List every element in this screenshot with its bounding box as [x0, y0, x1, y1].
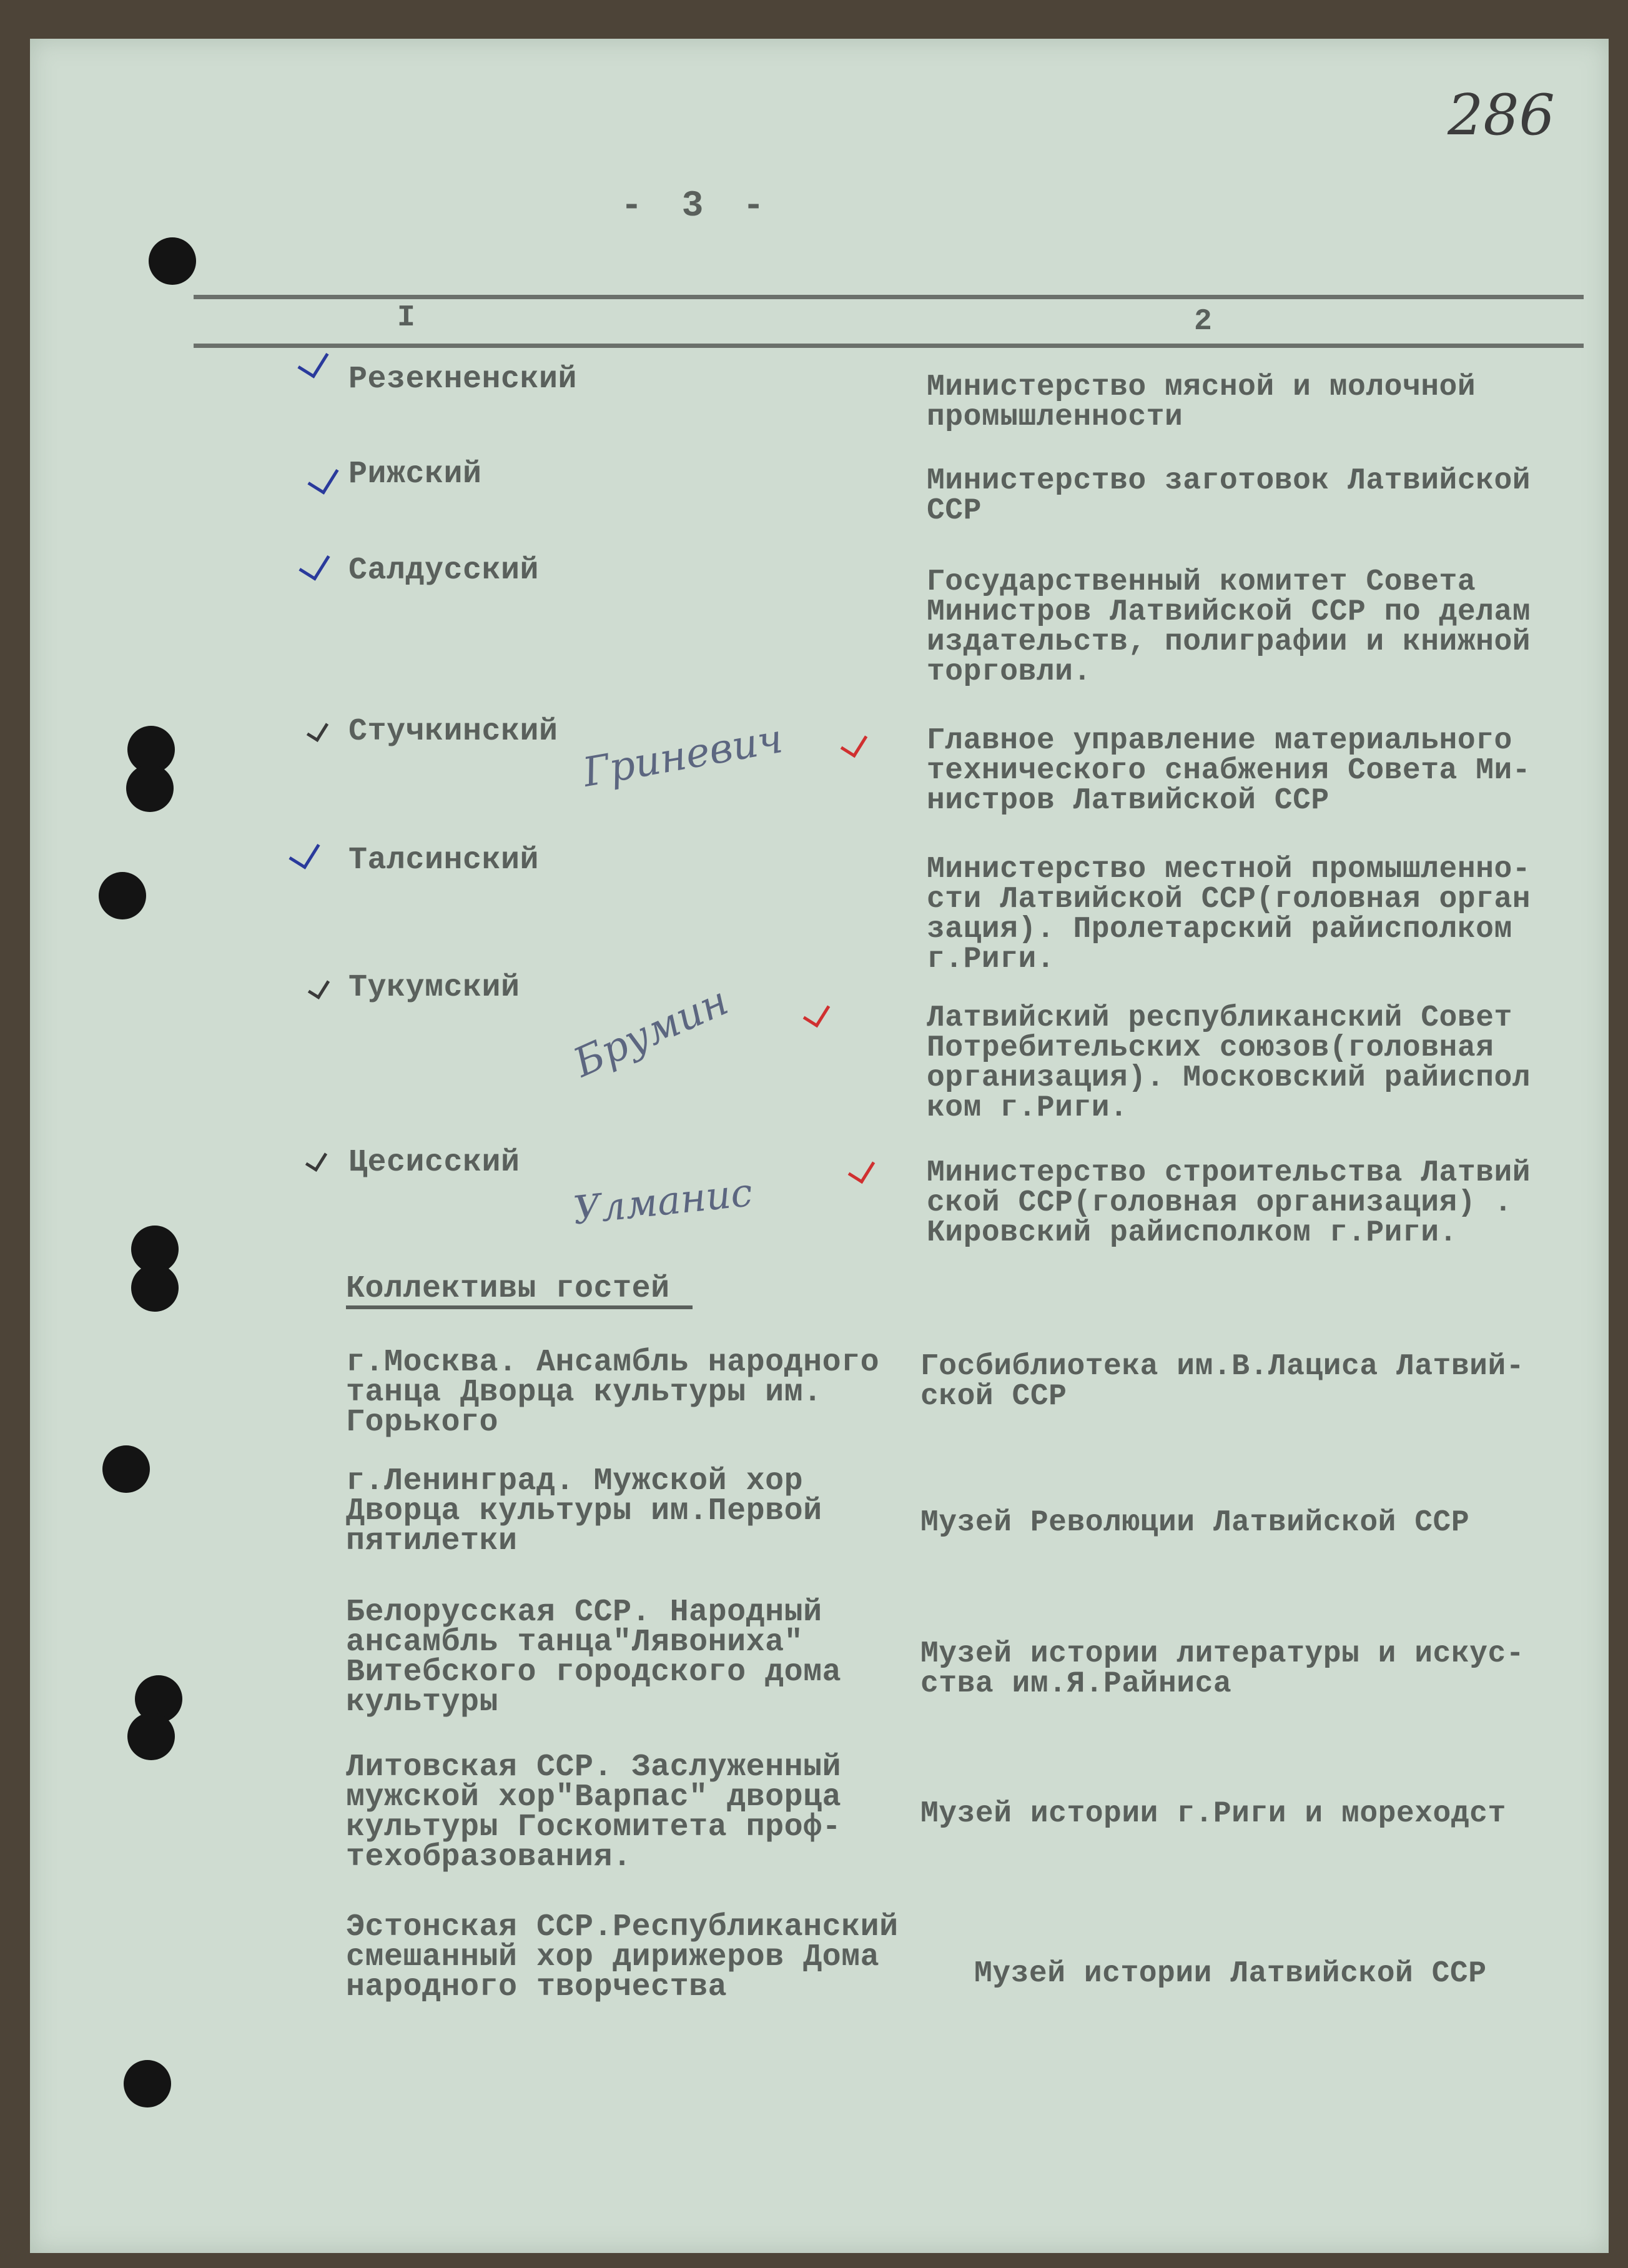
responsible-organization: Министерство мясной и молочной промышленности — [927, 370, 1476, 434]
district-name: Талсинский — [348, 843, 540, 878]
guest-group: г.Москва. Ансамбль народного танца Дворца культуры им. Горького — [346, 1345, 880, 1440]
guest-host: Музей истории г.Риги и мореходст — [920, 1797, 1506, 1831]
punch-hole — [127, 1713, 175, 1760]
responsible-organization: Государственный комитет Совета Министров Латвийской ССР по делам издательств, полиграфии и книжной торговли. — [927, 565, 1531, 689]
guest-group: Эстонская ССР.Республиканский смешанный хор дирижеров Дома народного творчества — [346, 1909, 899, 2005]
document-page — [30, 39, 1609, 2253]
dark-check-mark-icon — [305, 1147, 327, 1172]
handwritten-note: Брумин — [567, 978, 736, 1087]
responsible-organization: Министерство строительства Латвий ской ССР(головная организация) . Кировский райисполком г.Риги. — [927, 1156, 1531, 1250]
district-name: Резекненский — [348, 362, 578, 397]
district-name: Салдусский — [348, 553, 540, 588]
handwritten-note: Улманис — [571, 1169, 755, 1234]
archive-page-number: 286 — [1448, 82, 1555, 148]
district-name: Цесисский — [348, 1145, 520, 1181]
page-number: - 3 - — [621, 186, 774, 227]
responsible-organization: Латвийский республиканский Совет Потребительских союзов(головная организация). Московский райиспол ком г.Риги. — [927, 1001, 1531, 1125]
dark-check-mark-icon — [307, 718, 328, 742]
guests-heading: Коллективы гостей — [346, 1274, 693, 1309]
guest-host: Музей истории литературы и искус- ства им.Я.Райниса — [920, 1637, 1525, 1701]
column-1-number: I — [397, 301, 416, 335]
header-top-rule — [194, 295, 1584, 299]
district-name: Тукумский — [348, 970, 520, 1006]
guest-group: Белорусская ССР. Народный ансамбль танца"Лявониха" Витебского городского дома культуры — [346, 1595, 842, 1720]
blue-check-mark-icon — [289, 835, 320, 869]
blue-check-mark-icon — [298, 547, 330, 581]
dark-check-mark-icon — [308, 975, 330, 999]
responsible-organization: Главное управление материального технического снабжения Совета Ми- нистров Латвийской ССР — [927, 724, 1531, 818]
punch-hole — [126, 765, 174, 812]
guest-host: Госбиблиотека им.В.Лациса Латвий- ской ССР — [920, 1350, 1525, 1414]
responsible-organization: Министерство местной промышленно- сти Латвийской ССР(головная орган зация). Пролетарский райисполком г.Риги. — [927, 853, 1531, 976]
punch-hole — [131, 1264, 179, 1312]
column-2-number: 2 — [1194, 305, 1213, 339]
punch-hole — [149, 237, 196, 285]
red-check-mark-icon — [848, 1154, 876, 1184]
red-check-mark-icon — [803, 998, 831, 1028]
red-check-mark-icon — [841, 728, 868, 758]
header-bottom-rule — [194, 344, 1584, 348]
blue-check-mark-icon — [307, 460, 338, 495]
handwritten-note: Гриневич — [580, 715, 786, 796]
punch-hole — [102, 1445, 150, 1493]
punch-hole — [99, 872, 146, 919]
guest-host: Музей истории Латвийской ССР — [974, 1957, 1487, 1991]
guest-group: г.Ленинград. Мужской хор Дворца культуры им.Первой пятилетки — [346, 1463, 822, 1559]
guest-host: Музей Революции Латвийской ССР — [920, 1506, 1470, 1540]
blue-check-mark-icon — [297, 344, 328, 379]
responsible-organization: Министерство заготовок Латвийской ССР — [927, 464, 1531, 528]
district-name: Рижский — [348, 457, 482, 492]
punch-hole — [124, 2060, 171, 2107]
district-name: Стучкинский — [348, 714, 558, 750]
guest-group: Литовская ССР. Заслуженный мужской хор"Варпас" дворца культуры Госкомитета проф- техобразования. — [346, 1750, 842, 1875]
